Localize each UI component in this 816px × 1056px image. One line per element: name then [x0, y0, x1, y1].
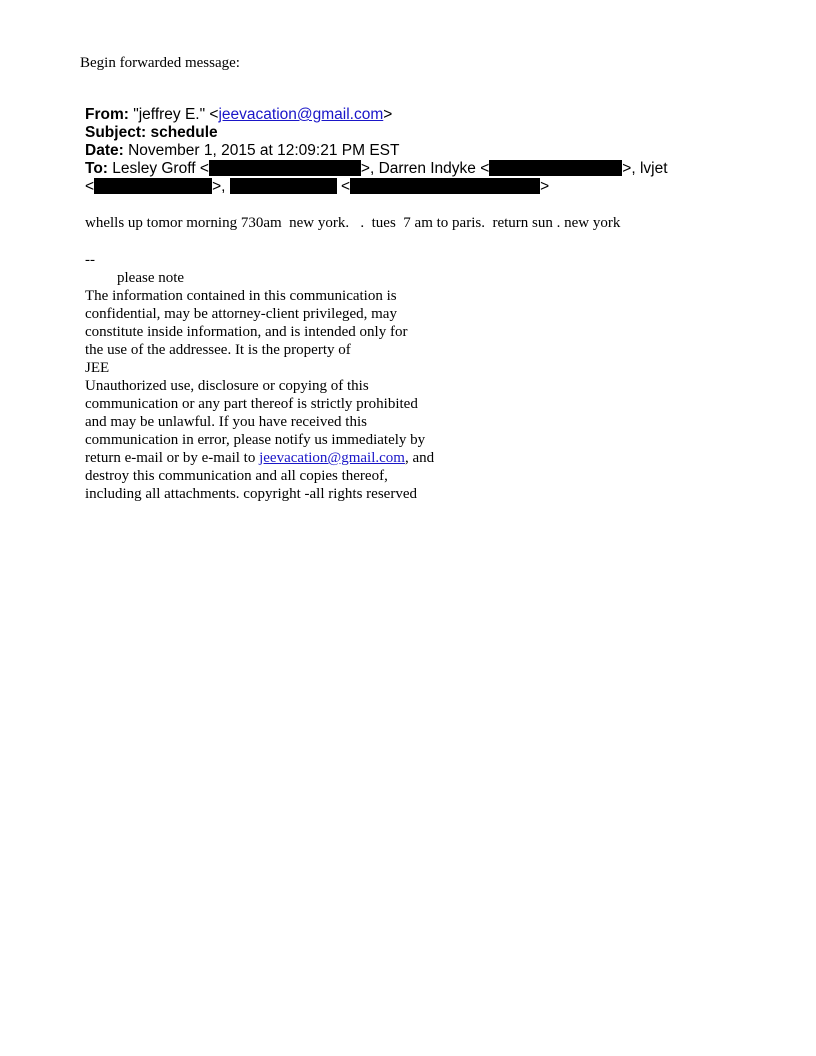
to-recipient-1: Lesley Groff <: [112, 160, 209, 177]
disclaimer-line: The information contained in this communication is: [85, 288, 397, 304]
disclaimer-line: communication in error, please notify us immediately by: [85, 432, 426, 448]
subject-line: [85, 124, 725, 142]
please-note: please note: [117, 270, 185, 286]
disclaimer-line: constitute inside information, and is intended only for: [85, 324, 408, 340]
disclaimer-line: destroy this communication and all copies thereof,: [85, 468, 388, 484]
to-line: [85, 160, 725, 178]
signature-email-link[interactable]: jeevacation@gmail.com: [259, 450, 405, 466]
redaction-block: [489, 160, 622, 176]
to-line-continued: [85, 178, 725, 196]
signature-block: [85, 251, 434, 503]
disclaimer-line: including all attachments. copyright -all rights reserved: [85, 486, 417, 502]
to-label: To:: [85, 160, 108, 177]
date-line: [85, 142, 725, 160]
to-separator: >, lvjet: [622, 160, 668, 177]
date-label: Date:: [85, 142, 124, 159]
to-open-bracket: <: [341, 178, 351, 195]
from-close: >: [383, 106, 393, 123]
signature-dashes: --: [85, 252, 95, 268]
disclaimer-line: the use of the addressee. It is the property of: [85, 342, 351, 358]
redaction-block: [230, 178, 337, 194]
subject-label: Subject:: [85, 124, 147, 141]
disclaimer-line: JEE: [85, 360, 110, 376]
forwarded-intro: Begin forwarded message:: [80, 55, 240, 71]
disclaimer-return-line: [85, 449, 434, 467]
date-value: November 1, 2015 at 12:09:21 PM EST: [128, 142, 400, 159]
disclaimer-line: communication or any part thereof is strictly prohibited: [85, 396, 418, 412]
return-text-end: , and: [404, 450, 435, 466]
from-email-link[interactable]: jeevacation@gmail.com: [218, 106, 384, 123]
disclaimer-line: Unauthorized use, disclosure or copying of this: [85, 378, 369, 394]
from-name: "jeffrey E." <: [133, 106, 219, 123]
to-close-bracket: >: [540, 178, 550, 195]
redaction-block: [209, 160, 361, 176]
to-open-bracket: <: [85, 178, 95, 195]
from-line: [85, 106, 725, 124]
to-separator: >, Darren Indyke <: [360, 160, 490, 177]
disclaimer-line: and may be unlawful. If you have received this: [85, 414, 367, 430]
subject-value: schedule: [150, 124, 218, 141]
redaction-block: [94, 178, 212, 194]
email-headers: [85, 106, 725, 196]
disclaimer-line: confidential, may be attorney-client privileged, may: [85, 306, 397, 322]
message-body: whells up tomor morning 730am new york. . tues 7 am to paris. return sun . new york: [85, 215, 621, 231]
from-label: From:: [85, 106, 129, 123]
redaction-block: [350, 178, 540, 194]
to-separator: >,: [212, 178, 226, 195]
return-text: return e-mail or by e-mail to: [85, 450, 260, 466]
